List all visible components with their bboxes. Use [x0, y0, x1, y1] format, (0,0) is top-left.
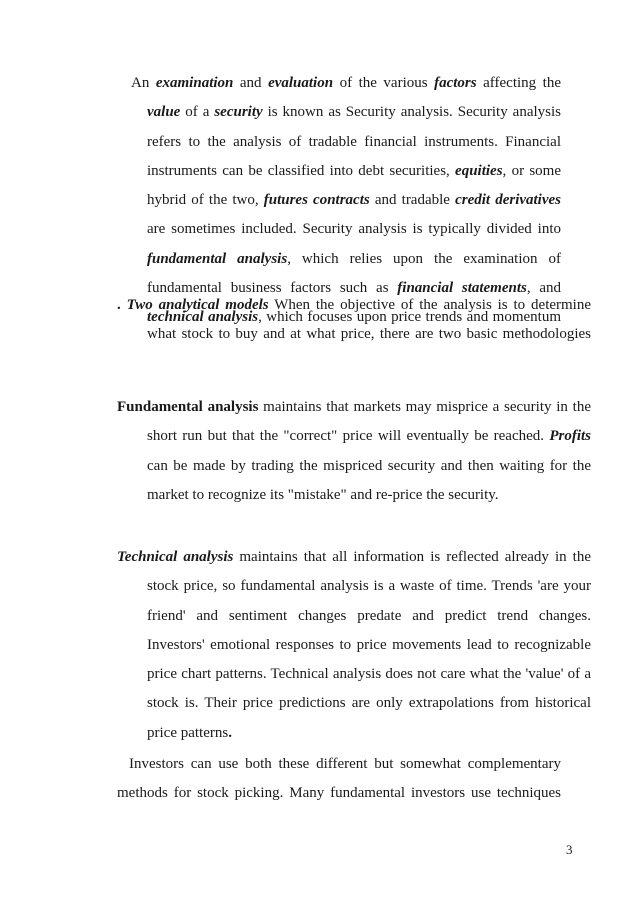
text-run: An [131, 75, 156, 91]
text-run: and [233, 75, 269, 91]
text-run: , which focuses upon price trends and momentum [258, 309, 562, 326]
text-run: is known as Security analysis. Security analysis refers to the analysis of tradable financial instruments. Financial instruments can be classified into debt securities, [147, 104, 561, 179]
paragraph-technical [117, 543, 591, 748]
emphasis-two-models: Two analytical models [126, 297, 269, 313]
text-run: , or some hybrid of the two, [147, 162, 561, 209]
heading-fundamental-analysis: Fundamental analysis [117, 399, 259, 415]
text-run: of the various [333, 75, 435, 91]
emphasis-evaluation: evaluation [268, 75, 334, 91]
paragraph-investors [117, 750, 561, 809]
text-run: When the objective of the analysis is to determine what stock to buy and at what price, there are two basic methodologies [147, 297, 592, 343]
text-run: can be made by trading the mispriced security and then waiting for the market to recognize its "mistake" and re-price the security. [147, 457, 591, 503]
paragraph-two-models [117, 291, 591, 350]
emphasis-financial-statements: financial statements [397, 280, 527, 297]
text-run: , and [526, 280, 561, 297]
emphasis-security: security [214, 104, 263, 121]
text-run: are sometimes included. Security analysis is typically divided into [147, 221, 561, 238]
emphasis-value: value [147, 104, 181, 121]
page-number: 3 [566, 842, 573, 857]
emphasis-credit-derivatives: credit derivatives [455, 192, 562, 209]
heading-technical-analysis: Technical analysis [117, 549, 234, 565]
emphasis-profits: Profits [549, 428, 591, 445]
emphasis-examination: examination [155, 75, 234, 91]
text-run: , which relies upon the examination of fundamental business factors such as [147, 250, 561, 297]
emphasis-futures-contracts: futures contracts [263, 192, 370, 209]
paragraph-fundamental [117, 393, 591, 510]
text-run: Investors can use both these different but somewhat complementary methods for stock picking. Many fundamental investors use techniques [117, 756, 561, 802]
text-run: maintains that markets may misprice a security in the short run but that the "correct" price will eventually be reached. [147, 399, 591, 445]
text-run: and tradable [369, 192, 456, 209]
emphasis-technical-analysis: technical analysis [147, 309, 259, 326]
text-run: maintains that all information is reflected already in the stock price, so fundamental analysis is a waste of time. Trends 'are your friend' and sentiment changes predate and predict trend changes. Investors' emotional responses to price movements lead to recognizable price chart patterns. Technical analysis does not care what the 'value' of a stock is. Their price predictions are only extrapolations from historical price patterns [147, 549, 591, 741]
text-run: of a [180, 104, 215, 121]
emphasis-fundamental-analysis: fundamental analysis [147, 250, 288, 267]
emphasis-equities: equities [455, 162, 503, 179]
text-run: . [117, 297, 127, 313]
emphasis-factors: factors [434, 75, 477, 91]
text-run: . [228, 724, 232, 741]
text-run: affecting the [476, 75, 561, 91]
